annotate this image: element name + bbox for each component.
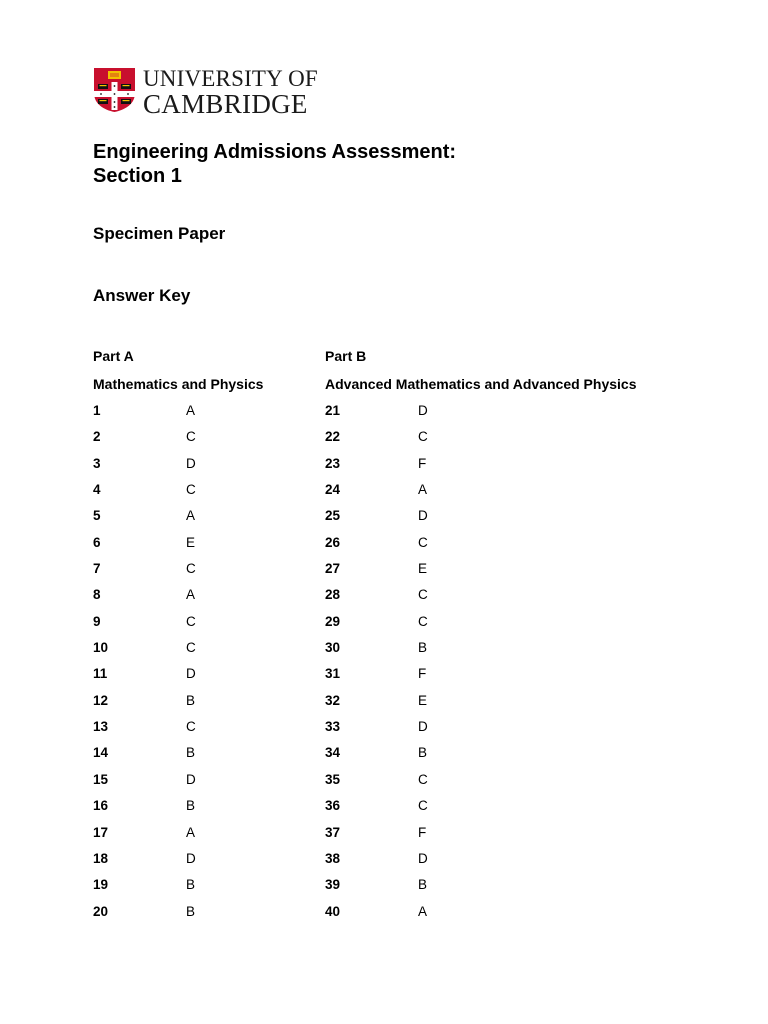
answer-letter: D — [418, 403, 428, 418]
question-number: 9 — [93, 613, 101, 629]
part-a-answer-list — [93, 403, 293, 930]
answer-row — [325, 482, 525, 508]
answer-letter: B — [418, 877, 428, 893]
answer-row — [93, 877, 293, 903]
logo-line-1: UNIVERSITY OF — [143, 66, 318, 91]
question-number: 18 — [93, 850, 109, 866]
answer-letter: D — [186, 850, 196, 866]
question-number: 31 — [325, 666, 341, 682]
title-line-2: Section 1 — [93, 165, 182, 187]
answer-row — [93, 508, 293, 534]
answer-row — [93, 825, 293, 851]
question-number: 30 — [325, 640, 341, 656]
question-number: 4 — [93, 482, 101, 498]
question-number: 15 — [93, 771, 109, 787]
question-number: 12 — [93, 692, 109, 708]
answer-letter: B — [186, 692, 196, 708]
question-number: 33 — [325, 719, 341, 735]
answer-row — [93, 535, 293, 561]
question-number: 20 — [93, 903, 109, 919]
answer-letter: C — [186, 429, 196, 445]
answer-row — [93, 429, 293, 455]
answer-row — [325, 693, 525, 719]
answer-letter: D — [418, 850, 428, 866]
answer-row — [325, 772, 525, 798]
question-number: 2 — [93, 429, 101, 445]
answer-letter: C — [418, 771, 428, 787]
answer-row — [93, 403, 293, 429]
answer-letter: C — [418, 534, 428, 550]
answer-letter: B — [186, 745, 196, 761]
question-number: 25 — [325, 508, 341, 524]
question-number: 13 — [93, 719, 109, 735]
answer-row — [93, 772, 293, 798]
question-number: 22 — [325, 429, 341, 445]
question-number: 39 — [325, 877, 341, 893]
question-number: 29 — [325, 613, 341, 629]
answer-letter: A — [418, 903, 428, 919]
logo-line-2: CAMBRIDGE — [143, 89, 308, 119]
answer-letter: C — [418, 613, 428, 629]
answer-letter: C — [186, 482, 196, 498]
answer-row — [325, 456, 525, 482]
title-line-1: Engineering Admissions Assessment: — [93, 141, 457, 163]
answer-letter: B — [186, 877, 196, 893]
question-number: 6 — [93, 534, 101, 550]
question-number: 14 — [93, 745, 109, 761]
answer-row — [325, 403, 525, 429]
answer-letter: D — [186, 666, 196, 682]
question-number: 28 — [325, 587, 341, 603]
answer-row — [325, 561, 525, 587]
answer-letter: C — [186, 561, 196, 577]
answer-row — [325, 877, 525, 903]
question-number: 36 — [325, 798, 341, 814]
answer-row — [325, 429, 525, 455]
question-number: 23 — [325, 455, 341, 471]
answer-letter: E — [186, 534, 196, 550]
part-a-label: Part A — [93, 348, 134, 364]
answer-row — [93, 745, 293, 771]
answer-row — [93, 482, 293, 508]
answer-row — [93, 904, 293, 930]
specimen-paper-heading: Specimen Paper — [93, 224, 226, 243]
question-number: 40 — [325, 903, 341, 919]
answer-row — [325, 614, 525, 640]
answer-letter: C — [186, 640, 196, 656]
answer-row — [93, 719, 293, 745]
answer-row — [93, 587, 293, 613]
answer-letter: B — [186, 798, 196, 814]
question-number: 5 — [93, 508, 101, 524]
answer-letter: A — [186, 587, 196, 603]
answer-row — [93, 456, 293, 482]
answer-letter: F — [418, 455, 427, 471]
question-number: 7 — [93, 561, 101, 577]
page-title — [93, 140, 456, 188]
answer-letter: B — [186, 903, 196, 919]
question-number: 1 — [93, 403, 101, 418]
question-number: 17 — [93, 824, 109, 840]
answer-row — [325, 745, 525, 771]
answer-row — [325, 640, 525, 666]
answer-key-heading: Answer Key — [93, 286, 191, 305]
answer-row — [325, 798, 525, 824]
answer-letter: D — [186, 455, 196, 471]
question-number: 21 — [325, 403, 341, 418]
part-b-answer-list — [325, 403, 525, 930]
answer-letter: E — [418, 561, 428, 577]
question-number: 8 — [93, 587, 101, 603]
answer-row — [325, 719, 525, 745]
answer-letter: E — [418, 692, 428, 708]
answer-letter: D — [418, 719, 428, 735]
answer-letter: D — [418, 508, 428, 524]
cambridge-crest-icon — [93, 67, 136, 113]
answer-letter: F — [418, 824, 427, 840]
answer-row — [325, 535, 525, 561]
answer-row — [93, 693, 293, 719]
question-number: 16 — [93, 798, 109, 814]
answer-letter: C — [418, 429, 428, 445]
answer-letter: C — [186, 613, 196, 629]
question-number: 24 — [325, 482, 341, 498]
answer-letter: F — [418, 666, 427, 682]
answer-letter: B — [418, 745, 428, 761]
answer-letter: A — [418, 482, 428, 498]
answer-letter: C — [418, 587, 428, 603]
question-number: 11 — [93, 666, 108, 682]
answer-row — [93, 851, 293, 877]
answer-row — [325, 508, 525, 534]
logo-wordmark — [143, 67, 318, 118]
answer-letter: B — [418, 640, 428, 656]
question-number: 10 — [93, 640, 109, 656]
answer-letter: A — [186, 508, 196, 524]
part-b-subject: Advanced Mathematics and Advanced Physics — [325, 376, 637, 392]
answer-letter: C — [418, 798, 428, 814]
question-number: 38 — [325, 850, 341, 866]
question-number: 26 — [325, 534, 341, 550]
answer-row — [325, 825, 525, 851]
question-number: 32 — [325, 692, 341, 708]
question-number: 35 — [325, 771, 341, 787]
university-logo — [93, 67, 318, 118]
answer-letter: C — [186, 719, 196, 735]
question-number: 19 — [93, 877, 109, 893]
answer-row — [93, 640, 293, 666]
question-number: 27 — [325, 561, 341, 577]
answer-letter: D — [186, 771, 196, 787]
answer-row — [93, 614, 293, 640]
answer-row — [93, 666, 293, 692]
answer-row — [325, 587, 525, 613]
answer-letter: A — [186, 824, 196, 840]
answer-row — [325, 851, 525, 877]
part-b-label: Part B — [325, 348, 367, 364]
question-number: 37 — [325, 824, 341, 840]
answer-letter: A — [186, 403, 196, 418]
answer-row — [325, 904, 525, 930]
answer-row — [93, 798, 293, 824]
answer-row — [93, 561, 293, 587]
question-number: 34 — [325, 745, 341, 761]
question-number: 3 — [93, 455, 101, 471]
part-a-subject: Mathematics and Physics — [93, 376, 264, 392]
answer-row — [325, 666, 525, 692]
